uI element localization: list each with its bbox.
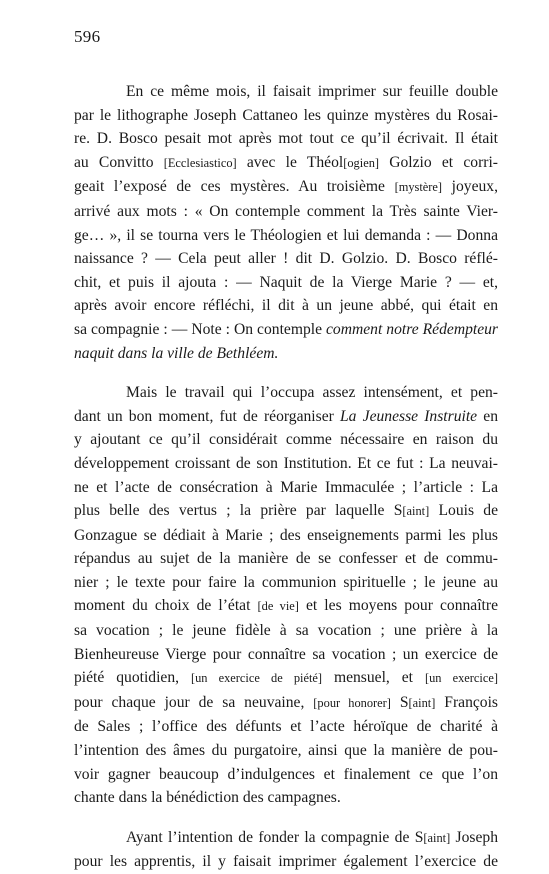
editorial-insertion: [mystère] [394, 180, 443, 195]
text-line: l’intention des âmes du purgatoire, ainsi que la manière de pou- [74, 742, 498, 760]
text-line: voir gagner beaucoup d’indulgences et finalement ce que l’on [74, 765, 498, 783]
text-line: au Convitto [Ecclesiastico] avec le Théol[ogien] Golzio et corri- [74, 153, 498, 171]
text-line: Gonzague se dédiait à Marie ; des enseignements parmi les plus [74, 526, 498, 544]
italic-text: comment notre Rédempteur [326, 320, 498, 338]
text-line: plus belle des vertus ; la prière par laquelle S[aint] Louis de [74, 502, 498, 520]
editorial-insertion: [Ecclesiastico] [163, 155, 237, 170]
italic-text: La Jeunesse Instruite [340, 407, 478, 425]
text-line: chit, et puis il ajouta : — Naquit de la Vierge Marie ? — et, [74, 273, 498, 291]
text-line: re. D. Bosco pesait mot après mot tout ce qu’il écrivait. Il était [74, 130, 498, 148]
text-line: En ce même mois, il faisait imprimer sur feuille double [126, 83, 498, 100]
text-line: Mais le travail qui l’occupa assez intensément, et pen- [126, 384, 498, 402]
text-line: y ajoutant ce qu’il considérait comme nécessaire en raison du [74, 431, 498, 449]
italic-text: naquit dans la ville de Bethléem. [74, 344, 279, 362]
text-line: pour les apprentis, il y faisait imprimer également l’exercice de [74, 853, 498, 871]
text-line: de Sales ; l’office des défunts et l’acte héroïque de charité à [74, 718, 498, 736]
text-line: nier ; le texte pour faire la communion spirituelle ; le jeune au [74, 573, 498, 591]
text-line: Bienheureuse Vierge pour connaître sa vocation ; un exercice de [74, 645, 498, 663]
text-line: sa compagnie : — Note : On contemple comment notre Rédempteur [74, 320, 498, 338]
editorial-insertion: [aint] [402, 504, 430, 519]
page-number: 596 [74, 27, 101, 46]
editorial-insertion: [pour honorer] [313, 695, 391, 710]
editorial-insertion: [un exercice de piété] [190, 671, 323, 686]
body-text [74, 80, 498, 874]
paragraph [74, 80, 498, 365]
text-line: dant un bon moment, fut de réorganiser La Jeunesse Instruite en [74, 407, 498, 425]
paragraph [74, 381, 498, 810]
text-line [74, 342, 498, 366]
text-line: naissance ? — Cela peut aller ! dit D. Golzio. D. Bosco réflé- [74, 250, 498, 268]
editorial-insertion: [aint] [408, 695, 436, 710]
editorial-insertion: [ogien] [343, 155, 380, 170]
editorial-insertion: [aint] [423, 830, 451, 845]
paragraph [74, 826, 498, 874]
text-line: pour chaque jour de sa neuvaine, [pour honorer] S[aint] François [74, 693, 499, 711]
text-line: répandus au sujet de la manière de se confesser et de commu- [74, 550, 498, 568]
text-line: développement croissant de son Institution. Et ce fut : La neuvai- [74, 454, 498, 472]
text-line: après avoir encore réfléchi, il dit à un jeune abbé, qui était en [74, 297, 498, 315]
text-line: Ayant l’intention de fonder la compagnie de S[aint] Joseph [126, 828, 498, 846]
paragraph-gap [74, 365, 498, 381]
text-line: ne et l’acte de consécration à Marie Immaculée ; l’article : La [74, 478, 498, 496]
text-line: geait l’exposé de ces mystères. Au troisième [mystère] joyeux, [74, 178, 498, 196]
text-line: par le lithographe Joseph Cattaneo les quinze mystères du Rosai- [74, 106, 498, 124]
text-line: ge… », il se tourna vers le Théologien et lui demanda : — Donna [74, 226, 498, 244]
text-line: chante dans la bénédiction des campagnes. [74, 789, 341, 807]
text-line: sa vocation ; le jeune fidèle à sa vocation ; une prière à la [74, 622, 498, 640]
text-line: piété quotidien, [un exercice de piété] mensuel, et [un exercice] [74, 669, 498, 687]
editorial-insertion: [un exercice] [424, 671, 498, 686]
editorial-insertion: [de vie] [257, 599, 299, 614]
paragraph-gap [74, 810, 498, 826]
text-line: arrivé aux mots : « On contemple comment la Très sainte Vier- [74, 202, 498, 220]
text-line: moment du choix de l’état [de vie] et les moyens pour connaître [74, 597, 498, 615]
